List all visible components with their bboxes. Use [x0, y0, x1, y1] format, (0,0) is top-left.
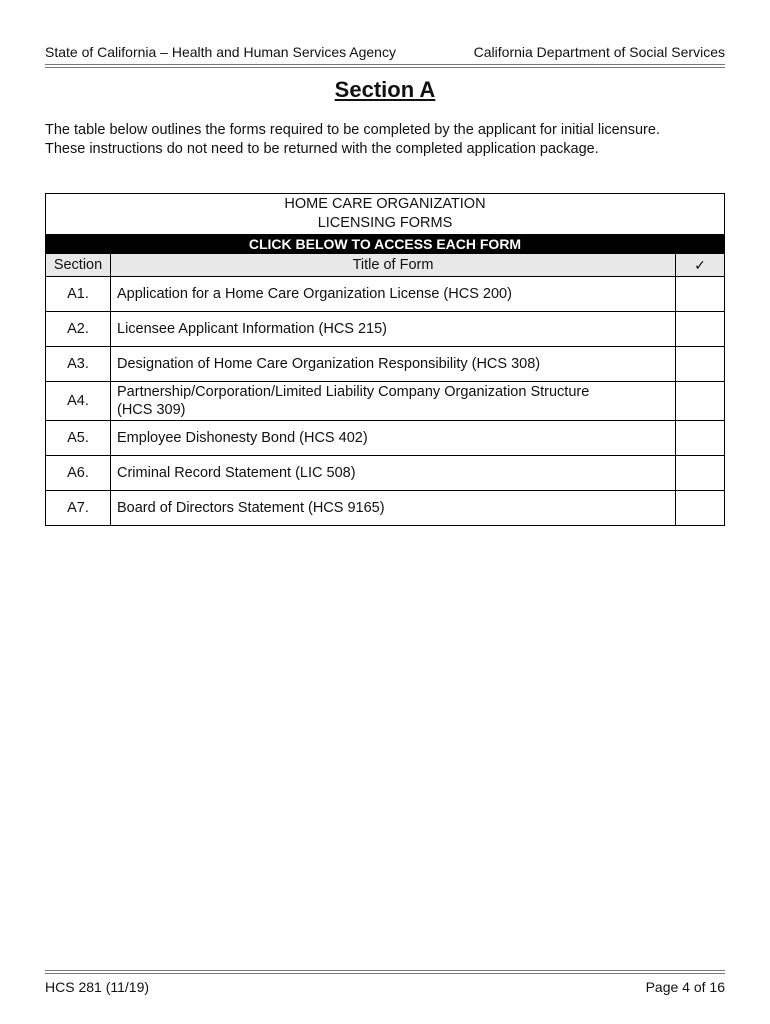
- table-row: [46, 277, 725, 312]
- form-link[interactable]: Criminal Record Statement (LIC 508): [111, 456, 676, 491]
- column-header-check: ✓: [676, 254, 725, 277]
- row-section: A3.: [46, 347, 111, 382]
- table-heading: [46, 194, 725, 235]
- row-checkbox-cell[interactable]: [676, 382, 725, 421]
- row-section: A4.: [46, 382, 111, 421]
- row-section: A5.: [46, 421, 111, 456]
- form-link[interactable]: Employee Dishonesty Bond (HCS 402): [111, 421, 676, 456]
- form-number: HCS 281 (11/19): [45, 979, 150, 995]
- form-link[interactable]: Designation of Home Care Organization Responsibility (HCS 308): [111, 347, 676, 382]
- row-checkbox-cell[interactable]: [676, 347, 725, 382]
- row-checkbox-cell[interactable]: [676, 312, 725, 347]
- table-row: [46, 456, 725, 491]
- row-checkbox-cell[interactable]: [676, 277, 725, 312]
- agency-name: State of California – Health and Human Services Agency: [45, 44, 396, 60]
- intro-line-1: The table below outlines the forms required to be completed by the applicant for initial licensure.: [45, 122, 660, 138]
- table-heading-line-2: LICENSING FORMS: [317, 215, 453, 231]
- row-section: A6.: [46, 456, 111, 491]
- header-rule: [45, 64, 725, 68]
- footer-rule: [45, 970, 725, 974]
- row-checkbox-cell[interactable]: [676, 421, 725, 456]
- table-row: [46, 347, 725, 382]
- table-heading-line-1: HOME CARE ORGANIZATION: [284, 196, 486, 212]
- row-checkbox-cell[interactable]: [676, 456, 725, 491]
- form-link[interactable]: Licensee Applicant Information (HCS 215): [111, 312, 676, 347]
- section-title: Section A: [334, 77, 436, 102]
- row-section: A7.: [46, 491, 111, 526]
- column-header-row: [46, 254, 725, 277]
- column-header-section: Section: [46, 254, 111, 277]
- row-section: A1.: [46, 277, 111, 312]
- intro-line-2: These instructions do not need to be returned with the completed application package.: [45, 141, 599, 157]
- click-instruction-bar: CLICK BELOW TO ACCESS EACH FORM: [46, 235, 725, 254]
- table-row: [46, 382, 725, 421]
- page-number: Page 4 of 16: [645, 979, 725, 995]
- department-name: California Department of Social Services: [473, 44, 725, 60]
- form-link[interactable]: Partnership/Corporation/Limited Liability Company Organization Structure (HCS 309): [111, 382, 676, 421]
- forms-table: [45, 193, 725, 526]
- row-section: A2.: [46, 312, 111, 347]
- intro-text: [45, 121, 735, 159]
- column-header-title: Title of Form: [111, 254, 676, 277]
- row-checkbox-cell[interactable]: [676, 491, 725, 526]
- table-row: [46, 491, 725, 526]
- table-row: [46, 421, 725, 456]
- form-link[interactable]: Board of Directors Statement (HCS 9165): [111, 491, 676, 526]
- table-row: [46, 312, 725, 347]
- form-link[interactable]: Application for a Home Care Organization License (HCS 200): [111, 277, 676, 312]
